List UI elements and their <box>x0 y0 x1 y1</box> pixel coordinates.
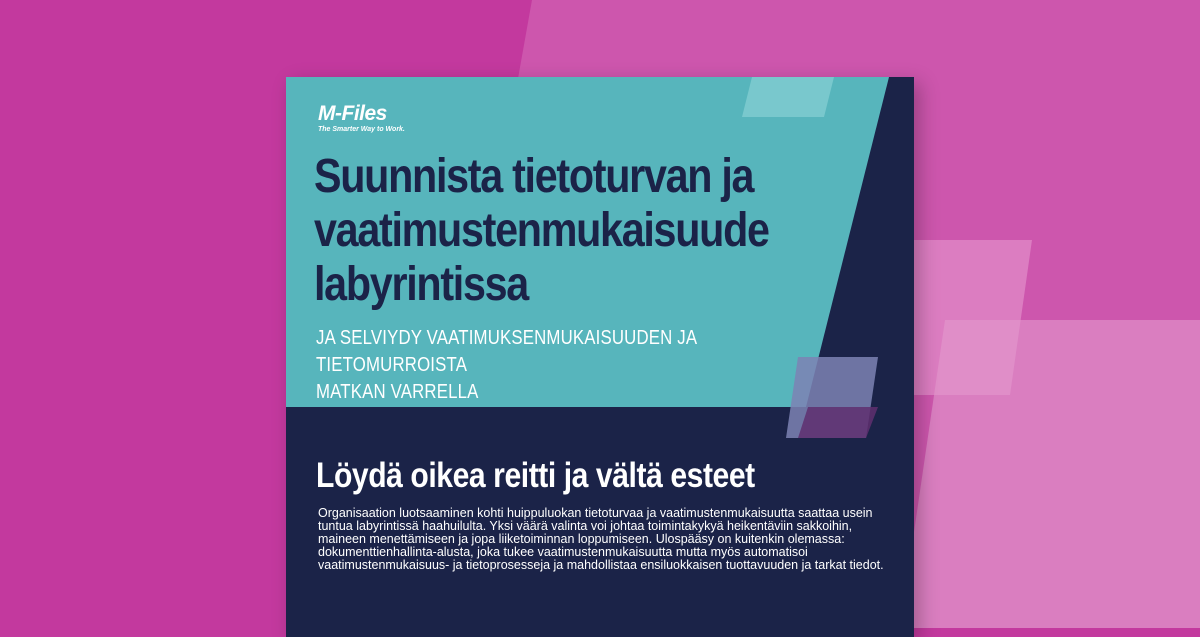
document-subtitle: JA SELVIYDY VAATIMUKSENMUKAISUUDEN JA TIETOMURROISTA MATKAN VARRELLA <box>316 327 697 403</box>
brand-logo <box>318 103 405 134</box>
document-title: Suunnista tietoturvan ja vaatimustenmukaisuude labyrintissa <box>314 150 769 311</box>
decor-shape-overlap <box>798 407 878 438</box>
section-heading: Löydä oikea reitti ja vältä esteet <box>316 456 755 495</box>
brand-tagline: The Smarter Way to Work. <box>318 126 405 133</box>
brand-name: M-Files <box>318 102 387 125</box>
document-cover <box>286 77 914 637</box>
bg-shape-light-lower <box>900 320 1200 628</box>
decor-shape-top <box>742 77 834 117</box>
body-paragraph: Organisaation luotsaaminen kohti huippuluokan tietoturvaa ja vaatimustenmukaisuutta saattaa usein tuntua labyrintissä haahuilulta. Yksi väärä valinta voi johtaa toimintakykyä heikentäviin sakkoihin, maineen menettämiseen ja jopa liiketoiminnan loppumiseen. Ulospääsy on kuitenkin olemassa: dokumenttienhallinta-alusta, joka tukee vaatimustenmukaisuutta mutta myös automatisoi vaatimustenmukaisuus- ja tietoprosesseja ja mahdollistaa ensiluokkaisen tuottavuuden ja tarkat tiedot. <box>318 506 884 572</box>
